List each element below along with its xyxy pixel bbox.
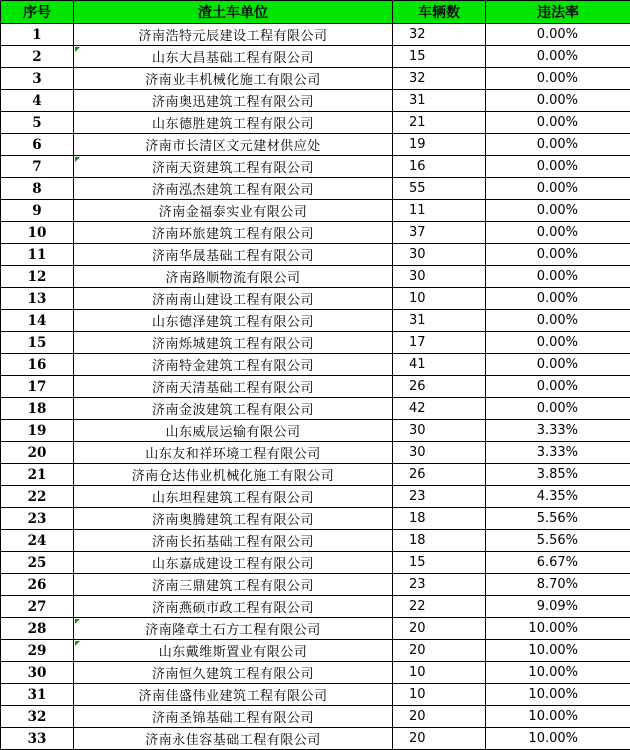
cell-rate: 0.00%: [486, 398, 630, 420]
cell-seq: 4: [1, 90, 74, 112]
cell-vehicles: 10: [393, 684, 486, 706]
cell-seq: 29: [1, 640, 74, 662]
cell-rate: 0.00%: [486, 90, 630, 112]
cell-company: 济南燕硕市政工程有限公司: [74, 596, 393, 618]
cell-company: 济南金福泰实业有限公司: [74, 200, 393, 222]
cell-seq: 27: [1, 596, 74, 618]
cell-rate: 0.00%: [486, 266, 630, 288]
cell-seq: 18: [1, 398, 74, 420]
cell-company: 济南圣锦基础工程有限公司: [74, 706, 393, 728]
table-row: [1, 68, 630, 90]
table-row: [1, 706, 630, 728]
table-row: [1, 618, 630, 640]
table-row: [1, 508, 630, 530]
cell-seq: 17: [1, 376, 74, 398]
cell-company: 山东坦程建筑工程有限公司: [74, 486, 393, 508]
cell-vehicles: 55: [393, 178, 486, 200]
cell-vehicles: 20: [393, 618, 486, 640]
cell-company: 济南佳盛伟业建筑工程有限公司: [74, 684, 393, 706]
cell-rate: 0.00%: [486, 332, 630, 354]
cell-rate: 0.00%: [486, 134, 630, 156]
cell-rate: 0.00%: [486, 244, 630, 266]
cell-seq: 26: [1, 574, 74, 596]
cell-company: 济南长拓基础工程有限公司: [74, 530, 393, 552]
cell-company: 济南市长清区文元建材供应处: [74, 134, 393, 156]
cell-vehicles: 10: [393, 288, 486, 310]
table-row: [1, 464, 630, 486]
cell-vehicles: 30: [393, 244, 486, 266]
cell-rate: 0.00%: [486, 68, 630, 90]
cell-company: 山东德胜建筑工程有限公司: [74, 112, 393, 134]
table-row: [1, 530, 630, 552]
table-body: [1, 24, 630, 750]
cell-seq: 32: [1, 706, 74, 728]
cell-rate: 3.33%: [486, 420, 630, 442]
cell-rate: 10.00%: [486, 728, 630, 750]
table-row: [1, 134, 630, 156]
cell-company: 山东戴维斯置业有限公司: [74, 640, 393, 662]
table-row: [1, 486, 630, 508]
header-vehicles: 车辆数: [393, 1, 486, 24]
cell-seq: 22: [1, 486, 74, 508]
cell-rate: 0.00%: [486, 112, 630, 134]
table-row: [1, 398, 630, 420]
cell-seq: 1: [1, 24, 74, 46]
cell-rate: 0.00%: [486, 376, 630, 398]
cell-seq: 31: [1, 684, 74, 706]
cell-rate: 5.56%: [486, 508, 630, 530]
cell-seq: 19: [1, 420, 74, 442]
cell-rate: 10.00%: [486, 662, 630, 684]
cell-company: 济南奥迅建筑工程有限公司: [74, 90, 393, 112]
header-seq: 序号: [1, 1, 74, 24]
cell-company: 济南特金建筑工程有限公司: [74, 354, 393, 376]
cell-company: 山东嘉成建设工程有限公司: [74, 552, 393, 574]
cell-company: 济南路顺物流有限公司: [74, 266, 393, 288]
table-row: [1, 596, 630, 618]
cell-rate: 0.00%: [486, 156, 630, 178]
cell-rate: 3.85%: [486, 464, 630, 486]
cell-rate: 8.70%: [486, 574, 630, 596]
cell-seq: 23: [1, 508, 74, 530]
cell-rate: 0.00%: [486, 354, 630, 376]
table-row: [1, 728, 630, 750]
cell-vehicles: 10: [393, 662, 486, 684]
table-row: [1, 640, 630, 662]
cell-company: 济南永佳容基础工程有限公司: [74, 728, 393, 750]
cell-vehicles: 15: [393, 552, 486, 574]
cell-company: 济南三鼎建筑工程有限公司: [74, 574, 393, 596]
cell-company: 山东德泽建筑工程有限公司: [74, 310, 393, 332]
table-row: [1, 200, 630, 222]
cell-vehicles: 20: [393, 728, 486, 750]
cell-seq: 30: [1, 662, 74, 684]
cell-vehicles: 30: [393, 420, 486, 442]
cell-vehicles: 22: [393, 596, 486, 618]
cell-vehicles: 31: [393, 310, 486, 332]
table-row: [1, 354, 630, 376]
cell-seq: 14: [1, 310, 74, 332]
cell-rate: 4.35%: [486, 486, 630, 508]
header-rate: 违法率: [486, 1, 630, 24]
cell-rate: 6.67%: [486, 552, 630, 574]
cell-seq: 20: [1, 442, 74, 464]
table-row: [1, 684, 630, 706]
cell-company: 济南业丰机械化施工有限公司: [74, 68, 393, 90]
cell-vehicles: 11: [393, 200, 486, 222]
cell-vehicles: 26: [393, 464, 486, 486]
cell-vehicles: 32: [393, 24, 486, 46]
table-row: [1, 266, 630, 288]
cell-seq: 6: [1, 134, 74, 156]
table-row: [1, 574, 630, 596]
table-row: [1, 332, 630, 354]
cell-company: 济南隆章土石方工程有限公司: [74, 618, 393, 640]
cell-vehicles: 18: [393, 530, 486, 552]
cell-seq: 3: [1, 68, 74, 90]
cell-company: 济南环旅建筑工程有限公司: [74, 222, 393, 244]
cell-rate: 10.00%: [486, 640, 630, 662]
table-row: [1, 420, 630, 442]
cell-seq: 7: [1, 156, 74, 178]
cell-rate: 3.33%: [486, 442, 630, 464]
cell-vehicles: 15: [393, 46, 486, 68]
cell-company: 济南恒久建筑工程有限公司: [74, 662, 393, 684]
cell-company: 济南浩特元辰建设工程有限公司: [74, 24, 393, 46]
cell-rate: 9.09%: [486, 596, 630, 618]
table-row: [1, 442, 630, 464]
table-row: [1, 90, 630, 112]
cell-seq: 2: [1, 46, 74, 68]
cell-seq: 33: [1, 728, 74, 750]
cell-rate: 0.00%: [486, 222, 630, 244]
cell-rate: 0.00%: [486, 178, 630, 200]
cell-rate: 5.56%: [486, 530, 630, 552]
cell-company: 济南南山建设工程有限公司: [74, 288, 393, 310]
table-row: [1, 310, 630, 332]
cell-rate: 0.00%: [486, 46, 630, 68]
cell-seq: 10: [1, 222, 74, 244]
cell-seq: 16: [1, 354, 74, 376]
table-row: [1, 24, 630, 46]
cell-company: 山东友和祥环境工程有限公司: [74, 442, 393, 464]
table-row: [1, 552, 630, 574]
header-row: [1, 1, 630, 24]
header-company: 渣土车单位: [74, 1, 393, 24]
cell-seq: 8: [1, 178, 74, 200]
cell-vehicles: 23: [393, 486, 486, 508]
cell-seq: 11: [1, 244, 74, 266]
cell-company: 济南仓达伟业机械化施工有限公司: [74, 464, 393, 486]
cell-company: 济南天清基础工程有限公司: [74, 376, 393, 398]
table-row: [1, 156, 630, 178]
cell-vehicles: 42: [393, 398, 486, 420]
cell-vehicles: 31: [393, 90, 486, 112]
cell-seq: 5: [1, 112, 74, 134]
cell-vehicles: 21: [393, 112, 486, 134]
cell-rate: 10.00%: [486, 684, 630, 706]
cell-vehicles: 41: [393, 354, 486, 376]
table-row: [1, 662, 630, 684]
cell-seq: 9: [1, 200, 74, 222]
cell-seq: 24: [1, 530, 74, 552]
cell-seq: 28: [1, 618, 74, 640]
cell-company: 济南泓杰建筑工程有限公司: [74, 178, 393, 200]
cell-vehicles: 18: [393, 508, 486, 530]
table-row: [1, 178, 630, 200]
cell-seq: 12: [1, 266, 74, 288]
cell-rate: 0.00%: [486, 200, 630, 222]
cell-company: 济南天资建筑工程有限公司: [74, 156, 393, 178]
table-row: [1, 288, 630, 310]
cell-company: 济南金波建筑工程有限公司: [74, 398, 393, 420]
cell-rate: 10.00%: [486, 706, 630, 728]
cell-seq: 21: [1, 464, 74, 486]
cell-seq: 15: [1, 332, 74, 354]
cell-rate: 0.00%: [486, 310, 630, 332]
cell-rate: 0.00%: [486, 288, 630, 310]
cell-vehicles: 32: [393, 68, 486, 90]
cell-company: 济南奥腾建筑工程有限公司: [74, 508, 393, 530]
cell-seq: 13: [1, 288, 74, 310]
cell-vehicles: 23: [393, 574, 486, 596]
cell-company: 济南华晟基础工程有限公司: [74, 244, 393, 266]
cell-company: 山东大昌基础工程有限公司: [74, 46, 393, 68]
cell-vehicles: 16: [393, 156, 486, 178]
cell-vehicles: 20: [393, 706, 486, 728]
table-row: [1, 222, 630, 244]
cell-company: 济南烁城建筑工程有限公司: [74, 332, 393, 354]
cell-vehicles: 20: [393, 640, 486, 662]
table-row: [1, 46, 630, 68]
cell-vehicles: 26: [393, 376, 486, 398]
cell-vehicles: 19: [393, 134, 486, 156]
cell-vehicles: 17: [393, 332, 486, 354]
cell-company: 山东威辰运输有限公司: [74, 420, 393, 442]
cell-vehicles: 37: [393, 222, 486, 244]
cell-seq: 25: [1, 552, 74, 574]
cell-vehicles: 30: [393, 266, 486, 288]
cell-rate: 0.00%: [486, 24, 630, 46]
table-row: [1, 112, 630, 134]
cell-vehicles: 30: [393, 442, 486, 464]
table-row: [1, 376, 630, 398]
table-row: [1, 244, 630, 266]
cell-rate: 10.00%: [486, 618, 630, 640]
